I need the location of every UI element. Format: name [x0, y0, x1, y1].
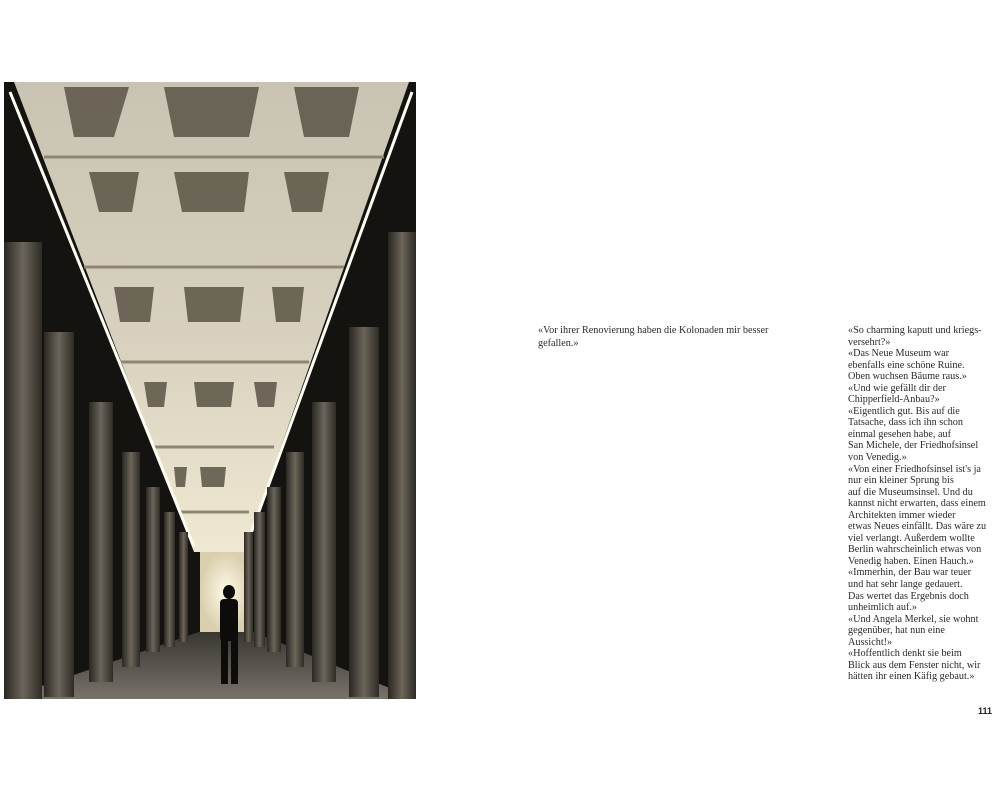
dialogue-line: von Venedig.» [848, 452, 907, 464]
dialogue-line: viel verlangt. Außerdem wollte [848, 532, 975, 544]
page-number: 111 [977, 706, 992, 716]
dialogue-line: «Eigentlich gut. Bis auf die [848, 405, 960, 417]
dialogue-line: nur ein kleiner Sprung bis [848, 475, 954, 487]
dialogue-line: «Von einer Friedhofsinsel ist's ja [848, 463, 981, 475]
dialogue-line: kannst nicht erwarten, dass einem [848, 498, 986, 510]
photo-caption: «Vor ihrer Renovierung haben die Kolonaden mir besser gefallen.» [538, 325, 769, 349]
dialogue-line: hätten ihr einen Käfig gebaut.» [848, 671, 975, 683]
dialogue-line: etwas Neues einfällt. Das wäre zu [848, 521, 987, 533]
dialogue-line: Oben wuchsen Bäume raus.» [848, 371, 967, 383]
dialogue-line: Blick aus dem Fenster nicht, wir [848, 659, 981, 671]
dialogue-line: Tatsache, dass ich ihn schon [848, 417, 963, 429]
dialogue-line: ebenfalls eine schöne Ruine. [848, 359, 965, 371]
dialogue-line: einmal gesehen habe, auf [848, 428, 951, 440]
dialogue-line: «Und wie gefällt dir der [848, 382, 946, 394]
dialogue-line: Das wertet das Ergebnis doch [848, 590, 969, 602]
dialogue-line: und hat sehr lange gedauert. [848, 579, 963, 591]
dialogue-line: Architekten immer wieder [848, 509, 956, 521]
dialogue-line: «Das Neue Museum war [848, 348, 949, 360]
dialogue-line: versehrt?» [848, 336, 891, 348]
dialogue-line: unheimlich auf.» [848, 602, 918, 614]
dialogue-line: Chipperfield-Anbau?» [848, 394, 940, 406]
dialogue-line: auf die Museumsinsel. Und du [848, 486, 973, 498]
dialogue-line: Aussicht!» [848, 636, 893, 648]
dialogue-line: «Und Angela Merkel, sie wohnt [848, 613, 979, 625]
dialogue-line: «Hoffentlich denkt sie beim [848, 648, 962, 660]
dialogue-text [848, 325, 990, 683]
dialogue-line: Venedig haben. Einen Hauch.» [848, 555, 974, 567]
dialogue-line: «So charming kaputt und kriegs- [848, 325, 982, 336]
dialogue-line: Berlin wahrscheinlich etwas von [848, 544, 982, 556]
dialogue-line: gegenüber, hat nun eine [848, 625, 945, 637]
dialogue-line: San Michele, der Friedhofsinsel [848, 440, 979, 452]
dialogue-line: «Immerhin, der Bau war teuer [848, 567, 972, 579]
colonnade-photo [4, 82, 416, 699]
